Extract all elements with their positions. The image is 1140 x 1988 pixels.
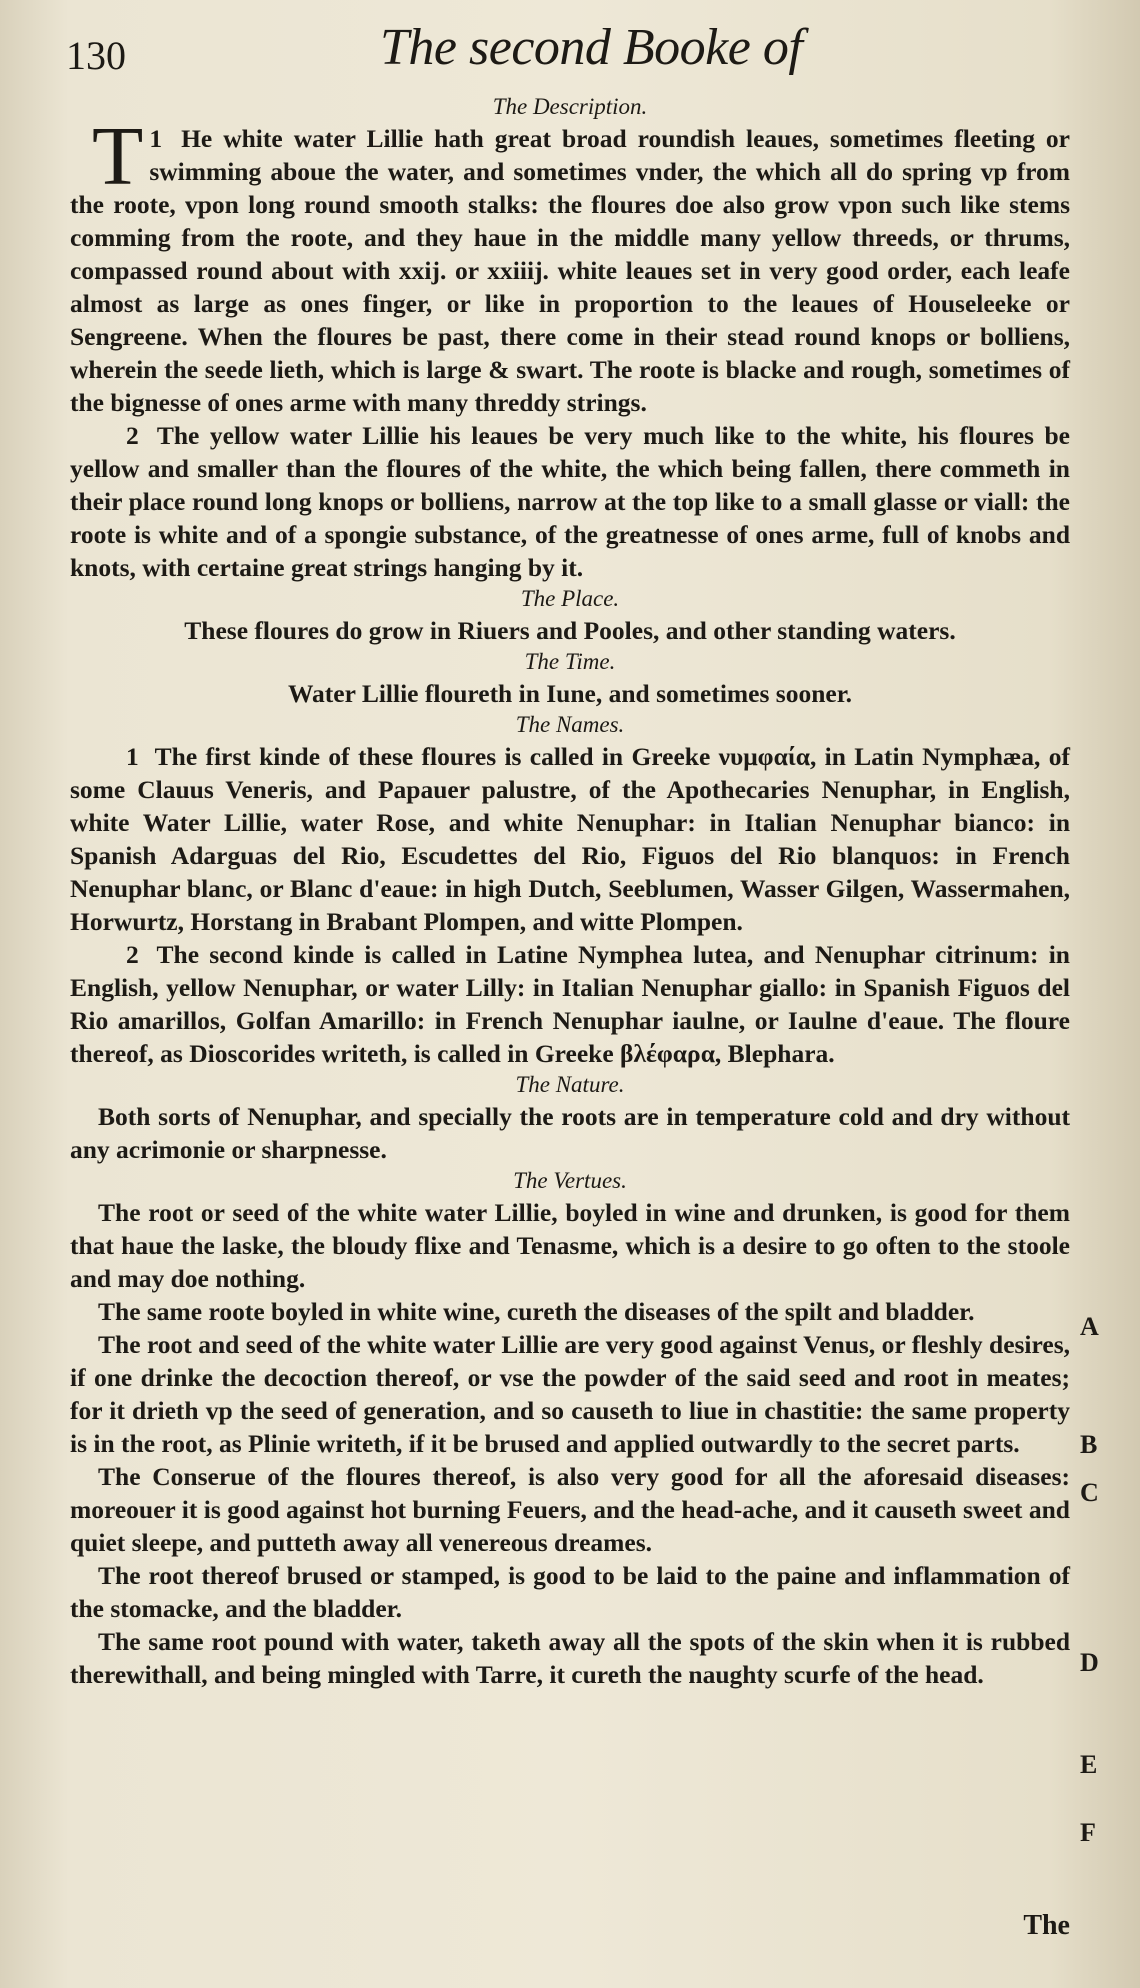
names-text-2: The second kinde is called in Latine Nymphea lutea, and Nenuphar citrinum: in English, yellow Nenuphar, or water Lilly: in Italian Nenuphar giallo: in Spanish Figuos del Rio amarillos, Golfan Amarillo: in French Nenuphar iaulne, or Iaulne d'eaue. The floure thereof, as Dioscorides writeth, is called in Greeke βλέφαρα, Blephara. [70, 940, 1070, 1068]
description-paragraph-2 [70, 419, 1070, 584]
margin-letter-a: A [1080, 1312, 1099, 1341]
page-header [60, 18, 1100, 90]
margin-letter-d: D [1080, 1648, 1099, 1677]
page-number: 130 [66, 33, 126, 78]
margin-letter-e: E [1080, 1750, 1098, 1779]
margin-letter-c: C [1080, 1478, 1099, 1507]
time-text: Water Lillie floureth in Iune, and sometimes sooner. [287, 679, 853, 708]
page-body [70, 92, 1070, 1691]
section-heading-vertues: The Vertues. [513, 1168, 627, 1193]
names-text-1: The first kinde of these floures is called in Greeke νυμφαία, in Latin Nymphæa, of some Clauus Veneris, and Papauer palustre, of the Apothecaries Nenuphar, in English, white Water Lillie, water Rose, and white Nenuphar: in Italian Nenuphar bianco: in Spanish Adarguas del Rio, Escudettes del Rio, Figuos del Rio blanquos: in French Nenuphar blanc, or Blanc d'eaue: in high Dutch, Seeblumen, Wasser Gilgen, Wassermahen, Horwurtz, Horstang in Brabant Plompen, and witte Plompen. [70, 742, 1070, 936]
paragraph-number: 1 [149, 124, 163, 153]
paragraph-number: 2 [126, 421, 139, 450]
vertues-paragraph-6: The same root pound with water, taketh away all the spots of the skin when it is rubbed therewithall, and being mingled with Tarre, it cureth the naughty scurfe of the head. [70, 1627, 1070, 1689]
description-paragraph-1 [70, 110, 1071, 419]
paragraph-number: 2 [126, 940, 139, 969]
vertues-paragraph-2: The same roote boyled in white wine, cureth the diseases of the spilt and bladder. [98, 1297, 975, 1326]
margin-letter-b: B [1080, 1430, 1098, 1459]
vertues-paragraph-3: The root and seed of the white water Lillie are very good against Venus, or fleshly desires, if one drinke the decoction thereof, or vse the powder of the said seed and root in meates; for it drieth vp the seed of generation, and so causeth to liue in chastitie: the same property is in the root, as Plinie writeth, if it be brused and applied outwardly to the secret parts. [70, 1330, 1070, 1458]
catchword: The [1023, 1910, 1070, 1941]
section-heading-time: The Time. [524, 649, 616, 674]
running-title: The second Booke of [380, 19, 803, 76]
vertues-paragraph-5: The root thereof brused or stamped, is good to be laid to the paine and inflammation of the stomacke, and the bladder. [70, 1561, 1070, 1623]
description-text-1: He white water Lillie hath great broad roundish leaues, sometimes fleeting or swimming aboue the water, and sometimes vnder, the which all do spring vp from the roote, vpon long round smooth stalks: the floures doe also grow vpon such like stems comming from the roote, and they haue in the middle many yellow threeds, or thrums, compassed round about with xxij. or xxiiij. white leaues set in very good order, each leafe almost as large as ones finger, or like in proportion to the leaues of Houseleeke or Sengreene. When the floures be past, there come in their stead round knops or bolliens, wherein the seede lieth, which is large & swart. The roote is blacke and rough, sometimes of the bignesse of ones arme with many threddy strings. [70, 124, 1071, 417]
section-heading-place: The Place. [520, 586, 620, 611]
margin-letter-f: F [1080, 1818, 1096, 1847]
vertues-paragraph-4: The Conserue of the floures thereof, is also very good for all the aforesaid diseases: moreouer it is good against hot burning Feuers, and the head-ache, and it causeth sweet and quiet sleepe, and putteth away all venereous dreames. [70, 1462, 1070, 1557]
section-heading-description: The Description. [492, 94, 648, 119]
place-text: These floures do grow in Riuers and Pooles, and other standing waters. [184, 616, 956, 645]
paragraph-number: 1 [126, 742, 139, 771]
names-paragraph-2 [70, 938, 1070, 1070]
nature-text: Both sorts of Nenuphar, and specially the roots are in temperature cold and dry without any acrimonie or sharpnesse. [70, 1102, 1070, 1164]
section-heading-names: The Names. [515, 712, 625, 737]
names-paragraph-1 [70, 740, 1070, 938]
vertues-paragraph-1: The root or seed of the white water Lillie, boyled in wine and drunken, is good for them that haue the laske, the bloudy flixe and Tenasme, which is a desire to go often to the stoole and may doe nothing. [70, 1198, 1070, 1293]
drop-cap: T [92, 110, 144, 203]
section-heading-nature: The Nature. [515, 1072, 625, 1097]
description-text-2: The yellow water Lillie his leaues be very much like to the white, his floures be yellow and smaller than the floures of the white, the which being fallen, there commeth in their place round long knops or bolliens, narrow at the top like to a small glasse or viall: the roote is white and of a spongie substance, of the greatnesse of ones arme, full of knobs and knots, with certaine great strings hanging by it. [70, 421, 1070, 582]
